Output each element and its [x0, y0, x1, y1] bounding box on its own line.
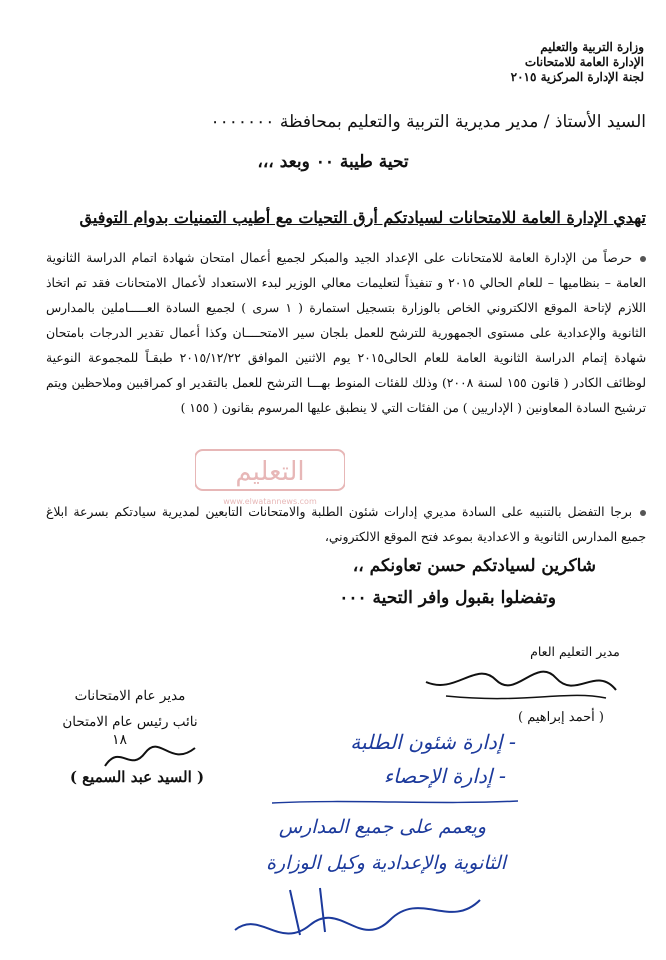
- left-signature-date: ١٨: [112, 732, 128, 748]
- handwritten-note-3: ويعمم على جميع المدارس: [278, 816, 486, 838]
- bullet-icon: [640, 510, 646, 516]
- department-name: الإدارة العامة للامتحانات: [524, 55, 644, 69]
- addressee: السيد الأستاذ / مدير مديرية التربية والتعليم بمحافظة ٠٠٠٠٠٠٠: [210, 112, 646, 132]
- right-signature-block: [520, 644, 630, 659]
- closing-line: وتفضلوا بقبول وافر التحية ٠٠٠: [339, 588, 556, 608]
- paragraph-2: برجا التفضل بالتنبيه على السادة مديري إدارات شئون الطلبة والامتحانات التابعين لمديرية سيادتكم بسرعة ابلاغ جميع المدارس الثانوية و الاعدادية بموعد فتح الموقع الالكتروني،: [46, 505, 646, 545]
- handwritten-signature: [230, 880, 490, 940]
- handwritten-note-1: - إدارة شئون الطلبة: [350, 730, 516, 754]
- ministry-name: وزارة التربية والتعليم: [540, 40, 644, 54]
- right-signature-scribble: [416, 660, 626, 710]
- left-signature-block: [50, 688, 210, 730]
- left-signatory-title-1: مدير عام الامتحانات: [74, 688, 186, 704]
- letter-body: [46, 246, 646, 421]
- watermark-url: www.elwatannews.com: [223, 497, 317, 506]
- bullet-icon: [640, 256, 646, 262]
- handwritten-note-2: - إدارة الإحصاء: [383, 764, 506, 788]
- handwritten-note-4: الثانوية والإعدادية وكيل الوزارة: [266, 852, 506, 874]
- letter-body-2: [46, 488, 646, 563]
- left-signatory-title-2: نائب رئيس عام الامتحان: [62, 714, 198, 730]
- left-signatory-name: ( السيد عبد السميع ): [69, 768, 205, 786]
- handwritten-underline: [270, 798, 520, 806]
- watermark-text: التعليم: [235, 457, 305, 487]
- committee-name: لجنة الإدارة المركزية ٢٠١٥: [510, 70, 644, 84]
- thanks-line: شاكرين لسيادتكم حسن تعاونكم ،،: [352, 556, 596, 576]
- intro-line: تهدي الإدارة العامة للامتحانات لسيادتكم أرق التحيات مع أطيب التمنيات بدوام التوفيق: [79, 208, 646, 227]
- paragraph-1: حرصاً من الإدارة العامة للامتحانات على الإعداد الجيد والمبكر لجميع أعمال امتحان شهادة اتمام الدراسة الثانوية العامة – بنظاميها – للعام الحالي ٢٠١٥ و تنفيذاً لتعليمات معالي الوزير لبدء الاستعداد لأعمال الامتحانات فقد تم اتخاذ اللازم لإتاحة الموقع الالكتروني الخاص بالوزارة بتسجيل استمارة ( ١ سرى ) لجميع السادة العـــــاملين بالمدارس الثانوية والإعدادية على مستوى الجمهورية للترشح للعمل بلجان سير الامتحــــان وكذا أعمال تقدير الدرجات بامتحان شهادة إتمام الدراسة الثانوية العامة للعام الحالى٢٠١٥ يوم الاثنين الموافق ٢٠١٥/١٢/٢٢ طبقـاً للمجموعة النوعية لوظائف الكادر ( قانون ١٥٥ لسنة ٢٠٠٨) وذلك للفئات المنوط بهـــا الترشح للعمل بالتقدير او كمراقبين وملاحظين ويتم ترشيح السادة المعاونين ( الإداريين ) من الفئات التي لا ينطبق عليها المرسوم بقانون ( ١٥٥ ): [46, 251, 647, 415]
- greeting: تحية طيبة ٠٠ وبعد ،،،: [257, 152, 409, 172]
- letter-header: [384, 40, 644, 85]
- right-signatory-title: مدير التعليم العام: [530, 644, 620, 659]
- right-signatory-name: ( أحمد إبراهيم ): [518, 710, 604, 725]
- watermark-logo: [195, 440, 345, 510]
